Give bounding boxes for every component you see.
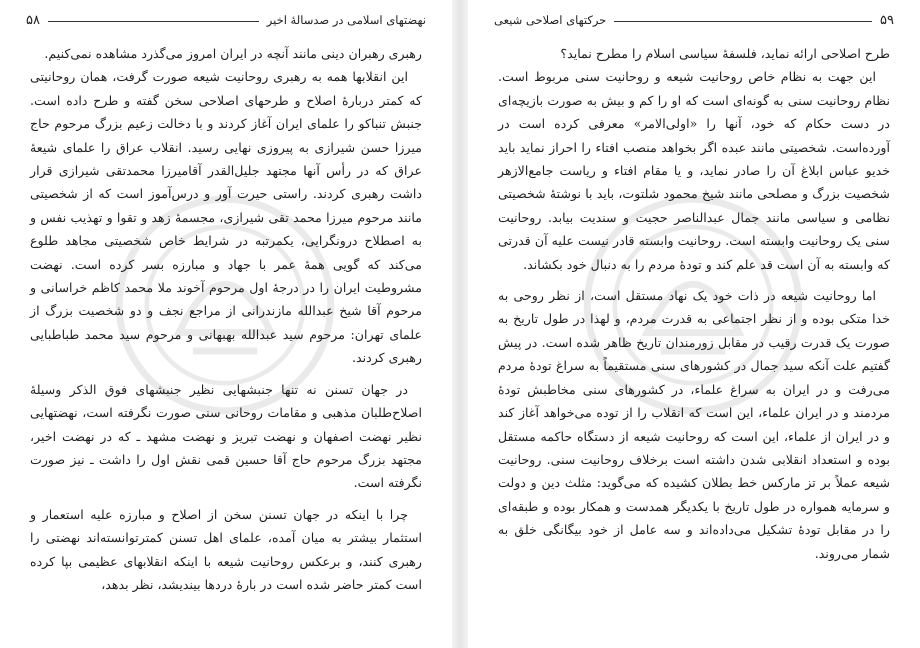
right-running-title: حرکتهای اصلاحی شیعی bbox=[494, 13, 607, 27]
paragraph: رهبری رهبران دینی مانند آنچه در ایران امروز می‌گذرد مشاهده نمی‌کنیم. bbox=[44, 46, 422, 61]
right-page bbox=[468, 0, 920, 648]
paragraph: این جهت به نظام خاص روحانیت شیعه و روحانیت سنی مربوط است. نظام روحانیت سنی به گونه‌ای است که او را کم و بیش به صورت بازیچه‌ای در دست حکام که خود، آنها را «اولی‌الامر» معرفی کرده است در آورده‌است. شخصیتی مانند عبده اگر بخواهد منصب افتاء را احراز نماید باید خدیو عباس ابلاغ آن را صادر نماید، و یا مقام افتاء و ریاست جامع‌الازهر شخصیت بزرگ و مصلحی مانند شیخ محمود شلتوت، باید با نوشتهٔ شخصیتی نظامی و سیاسی مانند جمال عبدالناصر حجیت و سندیت بیابد. روحانیت سنی یک روحانیت وابسته است. روحانیت وابسته قادر نیست علیه آن قدرتی که وابسته به آن است قد علم کند و تودهٔ مردم را به دنبال خود بکشاند. bbox=[498, 69, 890, 272]
left-page-header bbox=[26, 10, 426, 30]
paragraph: طرح اصلاحی ارائه نماید، فلسفهٔ سیاسی اسلام را مطرح نماید؟ bbox=[560, 46, 890, 61]
header-rule bbox=[48, 21, 259, 22]
left-page-number: ۵۸ bbox=[26, 12, 40, 28]
left-running-title: نهضتهای اسلامی در صدسالهٔ اخیر bbox=[266, 13, 426, 27]
book-gutter bbox=[452, 0, 468, 648]
paragraph: اما روحانیت شیعه در ذات خود یک نهاد مستقل است، از نظر روحی به خدا متکی بوده و از نظر اجتماعی به قدرت مردم، و لهذا در طول تاریخ به صورت یک قدرت رقیب در مقابل زورمندان تاریخ ظاهر شده است. در پیش گفتیم علت آنکه سید جمال در کشورهای سنی مستقیماً به سراغ تودهٔ مردم می‌رفت و در ایران به سراغ علماء، در کشورهای سنی مخاطبش تودهٔ مردمند و در ایران علماء، این است که انقلاب را از توده می‌خواهد آغاز کند و در ایران از علماء، این است که روحانیت شیعه از دستگاه حاکمه مستقل بوده و استعداد انقلابی شدن داشته است برخلاف روحانیت سنی. روحانیت شیعه عملاً بر تز مارکس خط بطلان کشیده که می‌گوید: مثلث دین و دولت و سرمایه همواره در طول تاریخ با یکدیگر همدست و همکار بوده و طبقه‌ای را در مقابل تودهٔ تشکیل می‌داده‌اند و سه عامل از خود بیگانگی خلق به شمار می‌روند. bbox=[498, 288, 890, 561]
left-page-body bbox=[30, 42, 422, 640]
right-page-header bbox=[494, 10, 894, 30]
paragraph: چرا با اینکه در جهان تسنن سخن از اصلاح و مبارزه علیه استعمار و استثمار بیشتر به میان آمده، علمای اهل تسنن کمترتوانسته‌اند نهضتی را رهبری کنند، و برعکس روحانیت شیعه با اینکه انقلابهای عظیمی بپا کرده است کمتر حاضر شده است در بارهٔ دردها بیندیشد، نظر بدهد، bbox=[30, 506, 422, 592]
right-page-number: ۵۹ bbox=[880, 12, 894, 28]
left-page bbox=[0, 0, 452, 648]
right-page-body bbox=[498, 42, 890, 640]
header-rule bbox=[614, 21, 872, 22]
paragraph: این انقلابها همه به رهبری روحانیت شیعه صورت گرفت، همان روحانیتی که کمتر دربارهٔ اصلاح و طرحهای اصلاحی سخن گفته و طرح داده است. جنبش تنباکو را علمای ایران آغاز کردند و با دخالت زعیم بزرگ مرحوم حاج میرزا حسن شیرازی به پیروزی نهایی رسید. انقلاب عراق را علمای شیعهٔ عراق که در رأس آنها مجتهد جلیل‌القدر آقامیرزا محمدتقی شیرازی قرار داشت رهبری کردند. راستی حیرت آور و درس‌آموز است که از شخصیتی مانند مرحوم میرزا محمد تقی شیرازی، مجسمهٔ زهد و تقوا و تهذیب نفس و به اصطلاح درونگرایی، یکمرتبه در شرایط خاص شخصیتی مجاهد طلوع می‌کند که گویی همهٔ عمر با جهاد و مبارزه بسر کرده است. نهضت مشروطیت ایران را در درجهٔ اول مرحوم آخوند ملا محمد کاظم خراسانی و مرحوم آقا شیخ عبدالله مازندرانی از مراجع نجف و دو شخصیت بزرگ از علمای تهران: مرحوم سید عبدالله بهبهانی و مرحوم سید محمد طباطبایی رهبری کردند. bbox=[30, 69, 422, 366]
paragraph: در جهان تسنن نه تنها جنبشهایی نظیر جنبشهای فوق الذکر وسیلهٔ اصلاح‌طلبان مذهبی و مقامات روحانی سنی صورت نگرفته است، نهضتهایی نظیر نهضت اصفهان و نهضت تبریز و نهضت مشهد ـ که در نهضت اخیر، مجتهد بزرگ مرحوم حاج آقا حسین قمی نقش اول را داشت ـ نیز صورت نگرفته است. bbox=[30, 381, 422, 491]
